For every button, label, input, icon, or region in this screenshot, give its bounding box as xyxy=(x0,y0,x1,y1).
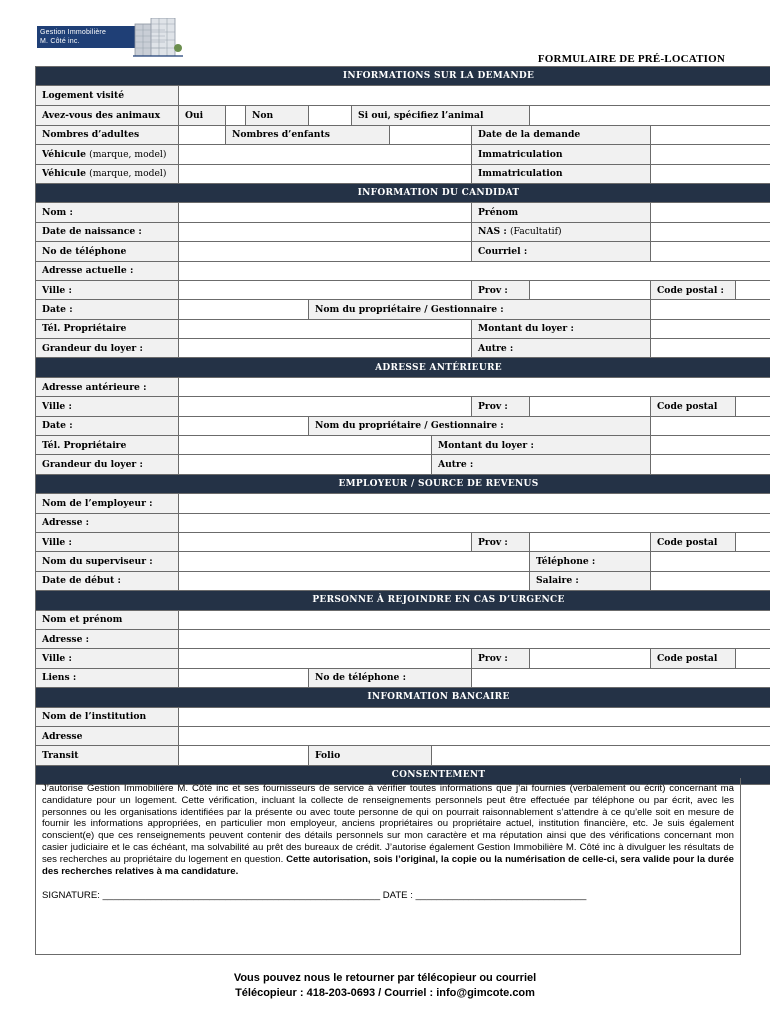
field-autre-anterieure[interactable] xyxy=(651,455,770,474)
footer-line-1: Vous pouvez nous le retourner par télécopieur ou courriel xyxy=(233,972,537,984)
label-nom: Nom : xyxy=(36,203,179,222)
label-telephone: No de téléphone xyxy=(36,242,179,261)
field-ville-employeur[interactable] xyxy=(179,532,472,551)
label-logement-visite: Logement visité xyxy=(36,86,179,105)
field-ville[interactable] xyxy=(179,280,472,299)
field-montant-loyer-anterieure[interactable] xyxy=(651,436,770,455)
label-adresse-banque: Adresse xyxy=(36,726,179,745)
label-telephone-employeur: Téléphone : xyxy=(530,552,651,571)
label-adresse-urgence: Adresse : xyxy=(36,629,179,648)
field-animal[interactable] xyxy=(530,105,770,125)
label-grandeur-loyer-anterieure: Grandeur du loyer : xyxy=(36,455,179,474)
field-adresse-urgence[interactable] xyxy=(179,629,770,648)
label-nas xyxy=(472,222,651,241)
section-header-demande: INFORMATIONS SUR LA DEMANDE xyxy=(36,67,770,86)
label-salaire: Salaire : xyxy=(530,571,651,590)
field-prov-employeur[interactable] xyxy=(530,532,651,551)
field-courriel[interactable] xyxy=(651,242,770,261)
checkbox-oui[interactable] xyxy=(226,106,246,125)
label-non xyxy=(226,105,309,125)
section-header-consentement: CONSENTEMENT xyxy=(36,765,770,784)
section-header-employeur: EMPLOYEUR / SOURCE DE REVENUS xyxy=(36,474,770,493)
nas-text: NAS : xyxy=(478,226,507,238)
field-prov-urgence[interactable] xyxy=(530,649,651,668)
field-folio[interactable] xyxy=(432,746,770,765)
label-transit: Transit xyxy=(36,746,179,765)
checkbox-non[interactable] xyxy=(309,105,352,125)
section-header-bancaire: INFORMATION BANCAIRE xyxy=(36,688,770,707)
label-montant-loyer-anterieure: Montant du loyer : xyxy=(432,436,651,455)
label-superviseur: Nom du superviseur : xyxy=(36,552,179,571)
label-animaux: Avez-vous des animaux xyxy=(36,105,179,125)
field-adultes[interactable] xyxy=(179,125,226,144)
field-date[interactable] xyxy=(179,300,309,319)
label-ville-urgence: Ville : xyxy=(36,649,179,668)
label-prov-anterieure: Prov : xyxy=(472,397,530,416)
field-telephone-employeur[interactable] xyxy=(651,552,770,571)
field-code-postal-urgence[interactable] xyxy=(736,649,770,668)
building-icon xyxy=(133,18,183,58)
field-immat-2[interactable] xyxy=(651,164,770,183)
label-si-oui: Si oui, spécifiez l’animal xyxy=(352,105,530,125)
label-folio: Folio xyxy=(309,746,432,765)
label-immat-2: Immatriculation xyxy=(472,164,651,183)
signature-line[interactable]: SIGNATURE: ____________________________________________________ DATE : ________________________________ xyxy=(42,890,587,902)
field-tel-proprietaire[interactable] xyxy=(179,319,472,338)
label-tel-urgence: No de téléphone : xyxy=(309,668,472,687)
logo-nameplate xyxy=(37,26,135,48)
label-grandeur-loyer: Grandeur du loyer : xyxy=(36,339,179,358)
vehicule-text: Véhicule xyxy=(42,168,86,180)
label-code-postal-employeur: Code postal xyxy=(651,532,736,551)
label-liens: Liens : xyxy=(36,668,179,687)
field-adresse-anterieure[interactable] xyxy=(179,377,770,396)
rental-application-form xyxy=(35,66,770,785)
label-date: Date : xyxy=(36,300,179,319)
label-immat-1: Immatriculation xyxy=(472,145,651,164)
field-date-anterieure[interactable] xyxy=(179,416,309,435)
section-header-adresse-anterieure: ADRESSE ANTÉRIEURE xyxy=(36,358,770,377)
field-prenom[interactable] xyxy=(651,203,770,222)
field-date-demande[interactable] xyxy=(651,125,770,144)
consent-block xyxy=(35,778,741,955)
field-adresse-employeur[interactable] xyxy=(179,513,770,532)
company-logo xyxy=(37,18,187,58)
field-nom[interactable] xyxy=(179,203,472,222)
field-adresse-actuelle[interactable] xyxy=(179,261,770,280)
field-prov-anterieure[interactable] xyxy=(530,397,651,416)
field-tel-urgence[interactable] xyxy=(472,668,770,687)
field-date-debut[interactable] xyxy=(179,571,530,590)
field-enfants[interactable] xyxy=(390,125,472,144)
label-oui: Oui xyxy=(179,105,226,125)
field-adresse-banque[interactable] xyxy=(179,726,770,745)
label-institution: Nom de l’institution xyxy=(36,707,179,726)
field-proprietaire-anterieure[interactable] xyxy=(651,416,770,435)
field-liens[interactable] xyxy=(179,668,309,687)
label-prenom: Prénom xyxy=(472,203,651,222)
consent-text xyxy=(42,783,734,877)
label-proprietaire: Nom du propriétaire / Gestionnaire : xyxy=(309,300,651,319)
field-ville-urgence[interactable] xyxy=(179,649,472,668)
label-autre: Autre : xyxy=(472,339,651,358)
footer-line-2: Télécopieur : 418-203-0693 / Courriel : info@gimcote.com xyxy=(235,986,535,999)
field-vehicule-2[interactable] xyxy=(179,164,472,183)
section-header-candidat: INFORMATION DU CANDIDAT xyxy=(36,183,770,202)
field-transit[interactable] xyxy=(179,746,309,765)
consent-paragraph: J’autorise Gestion Immobilière M. Côté inc et ses fournisseurs de service à vérifier toutes informations que j’ai fournies (verbalement ou écrit) concernant ma candidature pour un logement. Cette vérification, incluant la collecte de renseignements personnels peut être effectuée par téléphone ou par écrit, avec les personnes ou les organisations identifiées par la présente ou avec toute personne de qui on pourrait raisonnablement s’attendre à ce qu’elle soit en mesure de fournir les informations appropriées, en particulier mon employeur, anciens propriétaires ou propriétaire actuel, institution financière, etc. Je suis également conscient(e) que ces renseignements peuvent contenir des détails personnels sur mon caractère et ma réputation ainsi que des vérifications concernant mon casier judiciaire et le cas échéant, ma solvabilité au prêt des bureaux de crédit. J’autorise également Gestion Immobilière M. Côté inc à divulguer les résultats de ses recherches au propriétaire du logement en question. xyxy=(42,783,734,865)
field-prov[interactable] xyxy=(530,280,651,299)
field-autre[interactable] xyxy=(651,339,770,358)
footer xyxy=(0,971,770,1000)
label-adresse-anterieure: Adresse antérieure : xyxy=(36,377,179,396)
marque-text: (marque, model) xyxy=(89,168,167,180)
label-non-text: Non xyxy=(252,109,274,121)
label-adultes: Nombres d’adultes xyxy=(36,125,179,144)
field-code-postal-employeur[interactable] xyxy=(736,532,770,551)
field-superviseur[interactable] xyxy=(179,552,530,571)
field-salaire[interactable] xyxy=(651,571,770,590)
label-naissance: Date de naissance : xyxy=(36,222,179,241)
label-vehicule-2 xyxy=(36,164,179,183)
logo-line-2: M. Côté inc. xyxy=(40,38,80,45)
label-vehicule-1 xyxy=(36,145,179,164)
field-employeur[interactable] xyxy=(179,494,770,513)
label-code-postal: Code postal : xyxy=(651,280,736,299)
label-prov: Prov : xyxy=(472,280,530,299)
label-date-anterieure: Date : xyxy=(36,416,179,435)
field-ville-anterieure[interactable] xyxy=(179,397,472,416)
field-proprietaire[interactable] xyxy=(651,300,770,319)
field-vehicule-1[interactable] xyxy=(179,145,472,164)
facultatif-text: (Facultatif) xyxy=(509,226,562,238)
field-code-postal-anterieure[interactable] xyxy=(736,397,770,416)
field-tel-proprietaire-anterieure[interactable] xyxy=(179,436,432,455)
field-logement-visite[interactable] xyxy=(179,86,770,105)
field-telephone[interactable] xyxy=(179,242,472,261)
label-employeur: Nom de l’employeur : xyxy=(36,494,179,513)
field-montant-loyer[interactable] xyxy=(651,319,770,338)
label-ville-anterieure: Ville : xyxy=(36,397,179,416)
vehicule-text: Véhicule xyxy=(42,148,86,160)
label-ville: Ville : xyxy=(36,280,179,299)
label-prov-urgence: Prov : xyxy=(472,649,530,668)
label-adresse-actuelle: Adresse actuelle : xyxy=(36,261,179,280)
label-prov-employeur: Prov : xyxy=(472,532,530,551)
label-courriel: Courriel : xyxy=(472,242,651,261)
label-autre-anterieure: Autre : xyxy=(432,455,651,474)
consent-bold-text: Cette autorisation, sois l’original, la copie ou la numérisation de celle-ci, sera valide pour la durée des recherches relatives à ma candidature. xyxy=(42,853,735,877)
field-nas[interactable] xyxy=(651,222,770,241)
logo-line-1: Gestion Immobilière xyxy=(40,29,107,36)
field-institution[interactable] xyxy=(179,707,770,726)
section-header-urgence: PERSONNE À REJOINDRE EN CAS D’URGENCE xyxy=(36,591,770,610)
field-nom-prenom-urgence[interactable] xyxy=(179,610,770,629)
label-tel-proprietaire: Tél. Propriétaire xyxy=(36,319,179,338)
form-title: FORMULAIRE DE PRÉ-LOCATION xyxy=(537,53,725,65)
label-montant-loyer: Montant du loyer : xyxy=(472,319,651,338)
field-immat-1[interactable] xyxy=(651,145,770,164)
label-code-postal-urgence: Code postal xyxy=(651,649,736,668)
label-date-demande: Date de la demande xyxy=(472,125,651,144)
field-naissance[interactable] xyxy=(179,222,472,241)
label-proprietaire-anterieure: Nom du propriétaire / Gestionnaire : xyxy=(309,416,651,435)
field-code-postal[interactable] xyxy=(736,280,770,299)
marque-text: (marque, model) xyxy=(89,148,167,160)
label-adresse-employeur: Adresse : xyxy=(36,513,179,532)
field-grandeur-loyer-anterieure[interactable] xyxy=(179,455,432,474)
label-code-postal-anterieure: Code postal xyxy=(651,397,736,416)
label-enfants: Nombres d’enfants xyxy=(226,125,390,144)
label-tel-proprietaire-anterieure: Tél. Propriétaire xyxy=(36,436,179,455)
label-nom-prenom-urgence: Nom et prénom xyxy=(36,610,179,629)
field-grandeur-loyer[interactable] xyxy=(179,339,472,358)
label-ville-employeur: Ville : xyxy=(36,532,179,551)
label-date-debut: Date de début : xyxy=(36,571,179,590)
